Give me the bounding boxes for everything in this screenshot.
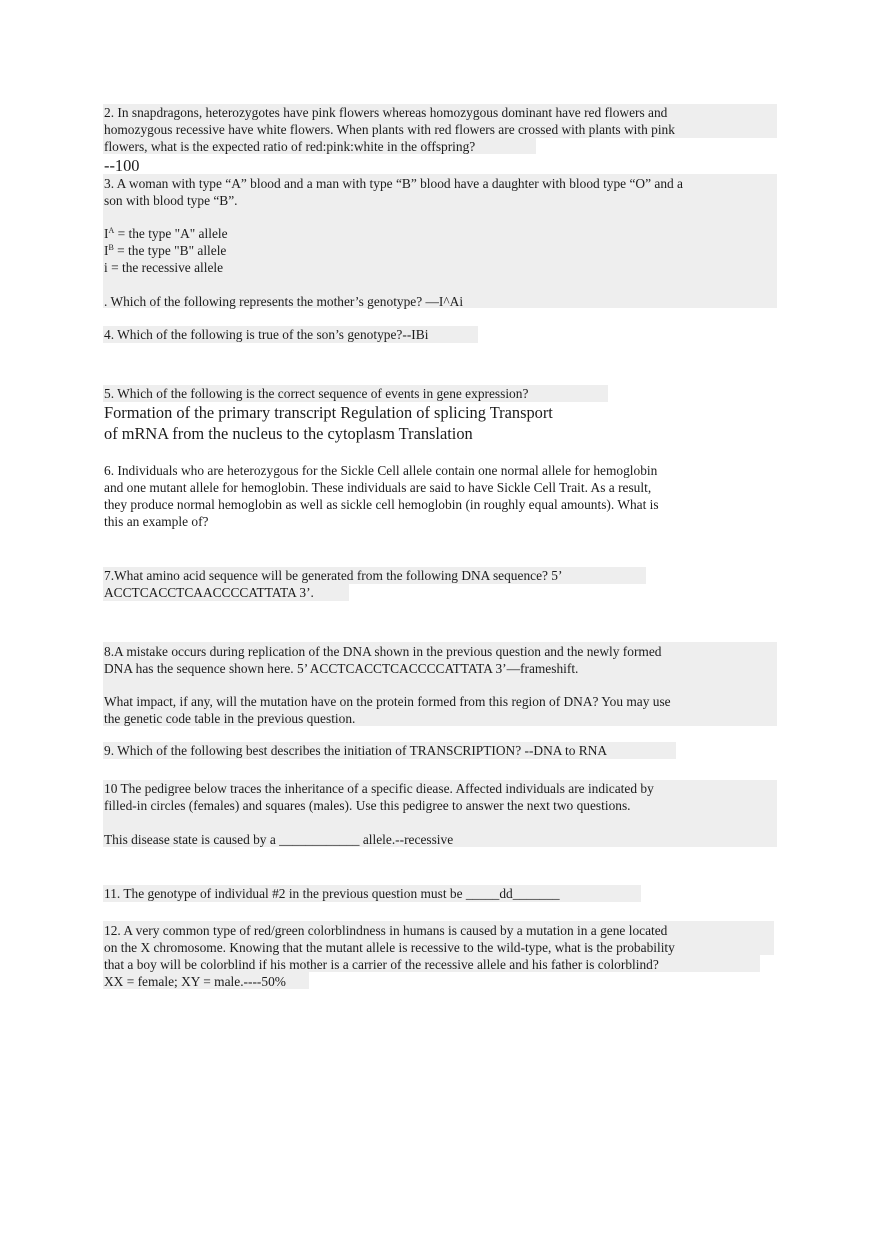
q8-line-4: the genetic code table in the previous question. xyxy=(104,711,356,726)
q3-question: . Which of the following represents the mother’s genotype? —I^Ai xyxy=(104,294,464,309)
q3-allele-b: $I^B$ = the type "B" allele xyxy=(104,243,227,258)
q12-line-4: XX = female; XY = male.----50% xyxy=(104,974,286,989)
q10-line-1: 10 The pedigree below traces the inheritance of a specific diease. Affected individuals are indicated by xyxy=(104,781,654,796)
q10-line-2: filled-in circles (females) and squares (males). Use this pedigree to answer the next two questions. xyxy=(104,798,631,813)
q3-line-2: son with blood type “B”. xyxy=(104,193,238,208)
q8-line-2: DNA has the sequence shown here. 5’ ACCTCACCTCACCCCATTATA 3’—frameshift. xyxy=(104,661,579,676)
q12-line-2: on the X chromosome. Knowing that the mutant allele is recessive to the wild-type, what is the probability xyxy=(104,940,675,955)
q8-line-1: 8.A mistake occurs during replication of the DNA shown in the previous question and the newly formed xyxy=(104,644,662,659)
q3-allele-i: i = the recessive allele xyxy=(104,260,224,275)
q12-line-3: that a boy will be colorblind if his mother is a carrier of the recessive allele and his father is colorblind? xyxy=(104,957,659,972)
q11-text: 11. The genotype of individual #2 in the previous question must be _____dd_______ xyxy=(104,886,560,901)
q2-line-1: 2. In snapdragons, heterozygotes have pink flowers whereas homozygous dominant have red flowers and xyxy=(104,105,668,120)
q9-text: 9. Which of the following best describes the initiation of TRANSCRIPTION? --DNA to RNA xyxy=(104,743,608,758)
q10-answer: This disease state is caused by a ____________ allele.--recessive xyxy=(104,832,454,847)
q3-line-1: 3. A woman with type “A” blood and a man with type “B” blood have a daughter with blood type “O” and a xyxy=(104,176,683,191)
q7-line-1: 7.What amino acid sequence will be generated from the following DNA sequence? 5’ xyxy=(104,568,563,583)
q7-line-2: ACCTCACCTCAACCCCATTATA 3’. xyxy=(104,585,314,600)
q4-text: 4. Which of the following is true of the son’s genotype?--IBi xyxy=(104,327,429,342)
q6-line-2: and one mutant allele for hemoglobin. These individuals are said to have Sickle Cell Trait. As a result, xyxy=(104,480,652,495)
q6-line-4: this an example of? xyxy=(104,514,209,529)
q2-answer: --100 xyxy=(104,156,140,175)
q5-answer-line-1: Formation of the primary transcript Regulation of splicing Transport xyxy=(104,403,553,422)
q2-line-3: flowers, what is the expected ratio of red:pink:white in the offspring? xyxy=(104,139,476,154)
q3-allele-a: $I^A$ = the type "A" allele xyxy=(104,226,228,241)
q6-line-1: 6. Individuals who are heterozygous for the Sickle Cell allele contain one normal allele for hemoglobin xyxy=(104,463,658,478)
q6-line-3: they produce normal hemoglobin as well as sickle cell hemoglobin (in roughly equal amounts). What is xyxy=(104,497,659,512)
q5-text: 5. Which of the following is the correct sequence of events in gene expression? xyxy=(104,386,529,401)
q8-line-3: What impact, if any, will the mutation have on the protein formed from this region of DNA? You may use xyxy=(104,694,671,709)
q2-line-2: homozygous recessive have white flowers. When plants with red flowers are crossed with plants with pink xyxy=(104,122,675,137)
q5-answer-line-2: of mRNA from the nucleus to the cytoplasm Translation xyxy=(104,424,473,443)
q12-line-1: 12. A very common type of red/green colorblindness in humans is caused by a mutation in a gene located xyxy=(104,923,668,938)
